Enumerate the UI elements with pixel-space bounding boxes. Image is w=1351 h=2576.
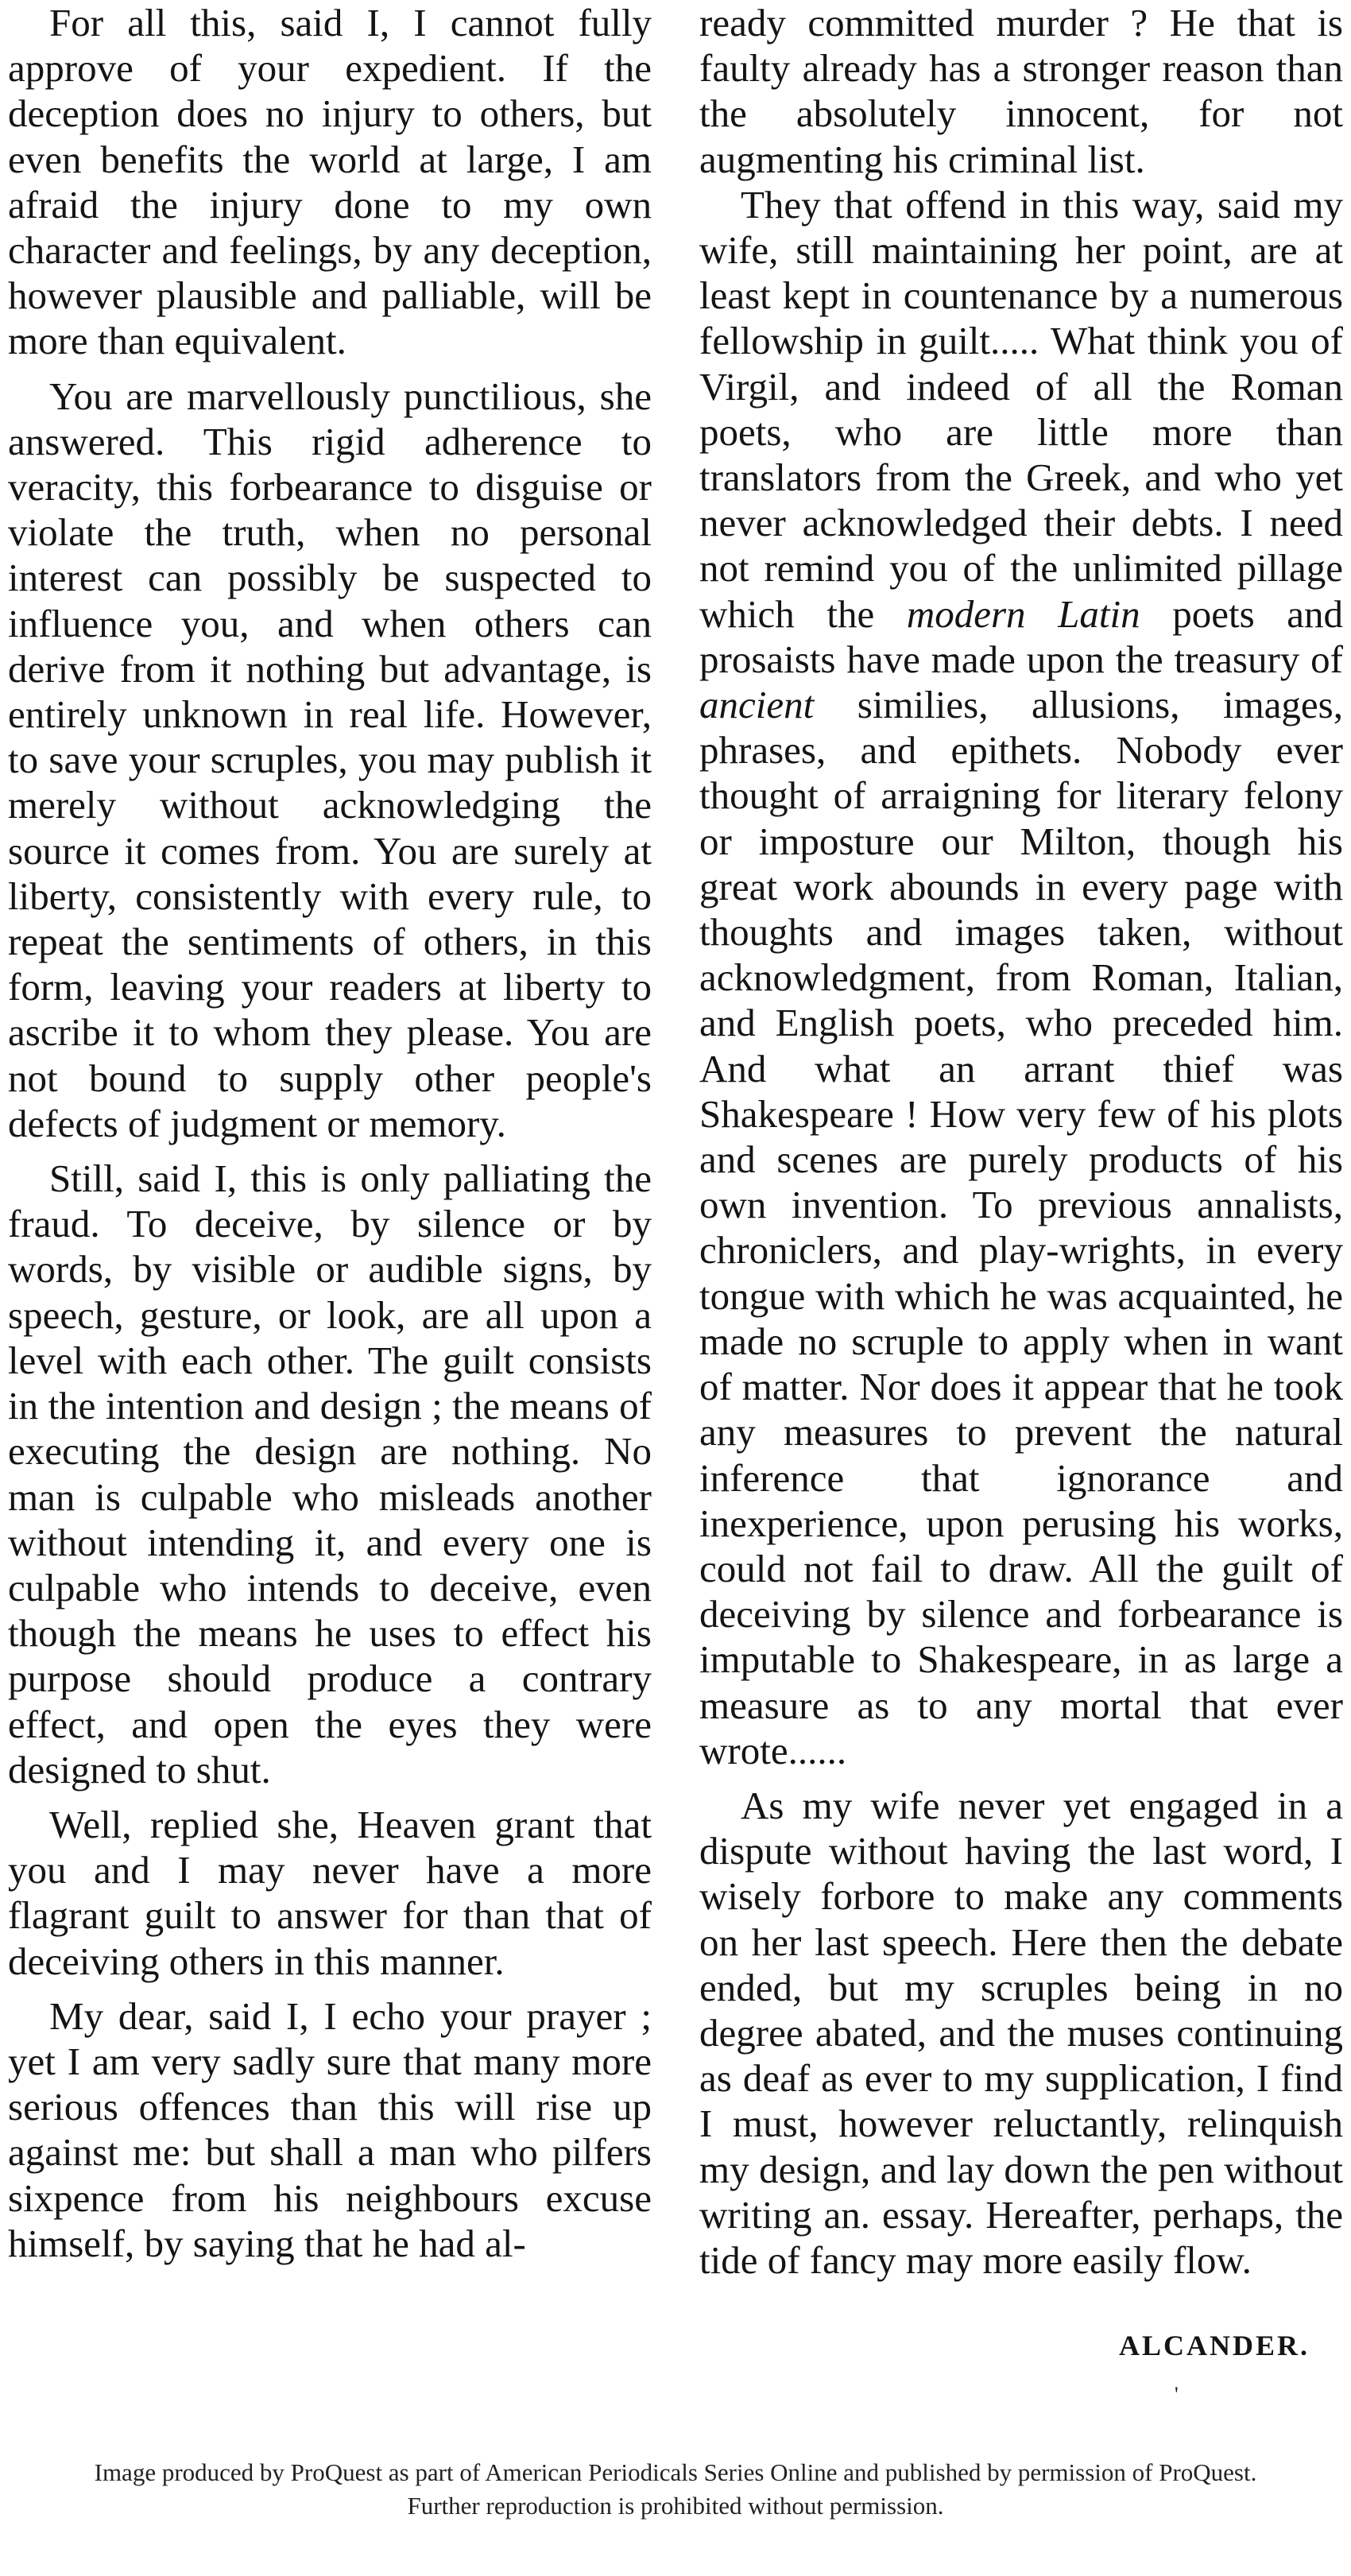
paragraph: My dear, said I, I echo your prayer ; yet I am very sadly sure that many more serious offences than this will rise up against me: but shall a man who pilfers sixpence from his neighbours excuse himself, by saying that he had al-	[8, 1993, 652, 2265]
paragraph	[699, 182, 1343, 1773]
paragraph: You are marvellously punctilious, she answered. This rigid adherence to veracity, this forbearance to disguise or violate the truth, when no personal interest can possibly be suspected to influence you, and when others can derive from it nothing but advantage, is entirely unknown in real life. However, to save your scruples, you may publish it merely without acknowledging the source it comes from. You are surely at liberty, consistently with every rule, to repeat the sentiments of others, in this form, leaving your readers at liberty to ascribe it to whom they please. You are not bound to supply other people's defects of judgment or memory.	[8, 374, 652, 1145]
italic-phrase: ancient	[699, 683, 815, 727]
italic-phrase: modern Latin	[906, 591, 1140, 636]
footer-line: Further reproduction is prohibited without permission.	[407, 2492, 944, 2520]
paragraph: Still, said I, this is only palliating the fraud. To deceive, by silence or by words, by visible or audible signs, by speech, gesture, or look, are all upon a level with each other. The guilt consists in the intention and design ; the means of executing the design are nothing. No man is culpable who misleads another without intending it, and every one is culpable who intends to deceive, even though the means he uses to effect his purpose should produce a contrary effect, and open the eyes they were designed to shut.	[8, 1156, 652, 1792]
text-run: They that offend in this way, said my wife, still maintaining her point, are at least kept in countenance by a numerous fellowship in guilt..... What think you of Virgil, and indeed of all the Roman poets, who are little more than translators from the Greek, and who yet never acknowledged their debts. I need not remind you of the unlimited pillage which the	[699, 182, 1343, 636]
left-column	[8, 0, 652, 2266]
paragraph: For all this, said I, I cannot fully approve of your expedient. If the deception does no injury to others, but even benefits the world at large, I am afraid the injury done to my own character and feelings, by any deception, however plausible and palliable, will be more than equivalent.	[8, 1, 652, 363]
text-run: similies, allusions, images, phrases, and epithets. Nobody ever thought of arraigning for literary felony or imposture our Milton, though his great work abounds in every page with thoughts and images taken, without acknowledgment, from Roman, Italian, and English poets, who preceded him. And what an arrant thief was Shakespeare ! How very few of his plots and scenes are purely products of his own invention. To previous annalists, chroniclers, and play-wrights, in every tongue with which he was acquainted, he made no scruple to apply when in want of matter. Nor does it appear that he took any measures to prevent the natural inference that ignorance and inexperience, upon perusing his works, could not fail to draw. All the guilt of deceiving by silence and forbearance is imputable to Shakespeare, in as large a measure as to any mortal that ever wrote......	[699, 683, 1343, 1772]
footer-line: Image produced by ProQuest as part of American Periodicals Series Online and published by permission of ProQuest.	[94, 2458, 1257, 2486]
author-signature: ALCANDER.	[1118, 2330, 1310, 2361]
copyright-footer	[0, 2456, 1351, 2523]
stray-mark: '	[1175, 2383, 1179, 2406]
paragraph: Well, replied she, Heaven grant that you and I may never have a more flagrant guilt to answer for than that of deceiving others in this manner.	[8, 1802, 652, 1983]
text-run: poets and prosaists have made upon the treasury of	[699, 591, 1344, 681]
paragraph: As my wife never yet engaged in a dispute without having the last word, I wisely forbore to make any comments on her last speech. Here then the debate ended, but my scruples being in no degree abated, and the muses continuing as deaf as ever to my supplication, I find I must, however reluctantly, relinquish my design, and lay down the pen without writing an. essay. Hereafter, perhaps, the tide of fancy may more easily flow.	[699, 1783, 1343, 2282]
right-column	[699, 0, 1343, 2283]
paragraph-continuation: ready committed murder ? He that is faulty already has a stronger reason than the absolutely innocent, for not augmenting his criminal list.	[699, 1, 1343, 181]
